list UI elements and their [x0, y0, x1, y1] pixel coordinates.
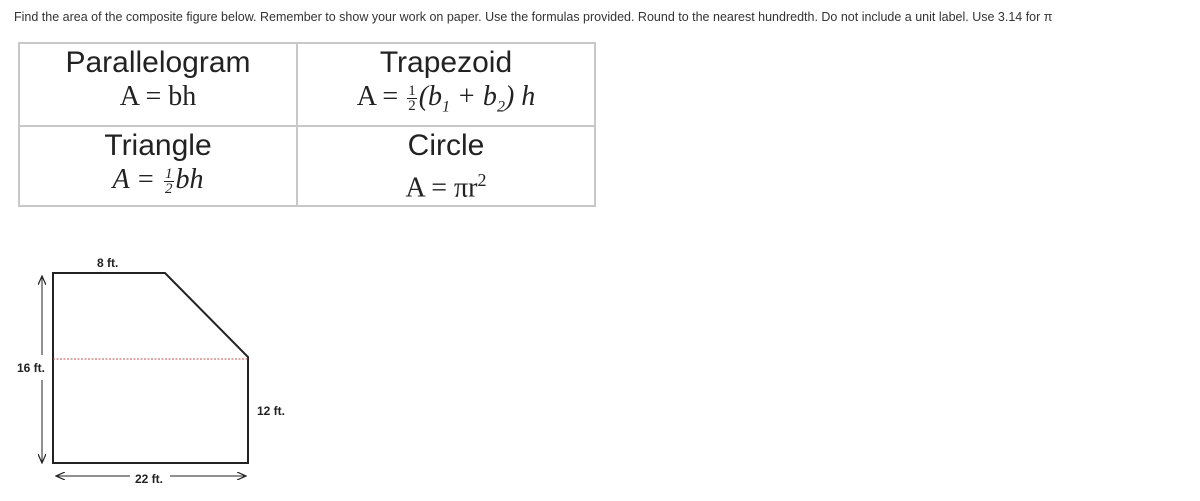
- trapezoid-cell: [297, 43, 595, 126]
- parallelogram-cell: [19, 43, 297, 126]
- formula-table: [18, 42, 596, 207]
- trapezoid-name: Trapezoid: [379, 46, 513, 79]
- trapezoid-frac-den: 2: [408, 98, 416, 115]
- composite-figure: [0, 240, 320, 501]
- trapezoid-prefix: A =: [356, 81, 406, 112]
- triangle-frac-num: 1: [165, 165, 173, 182]
- triangle-fraction: [164, 167, 174, 196]
- circle-name: Circle: [407, 128, 485, 162]
- triangle-frac-den: 2: [165, 180, 173, 197]
- trapezoid-fraction: [407, 84, 417, 113]
- trapezoid-formula: A = $\frac{1}{2}$ $(b_1 + b_2)$ h: [356, 81, 536, 116]
- right-dimension-label: 12 ft.: [257, 404, 286, 418]
- circle-formula: [298, 163, 594, 205]
- composite-shape: [53, 273, 248, 463]
- triangle-prefix: A =: [112, 163, 162, 195]
- instructions-text: Find the area of the composite figure below. Remember to show your work on paper. Use the formulas provided. Round to the nearest hundredth. Do not include a unit label. Use 3.14 for π: [14, 10, 1053, 24]
- top-dimension-label: 8 ft.: [97, 256, 119, 270]
- triangle-formula: [20, 163, 296, 197]
- parallelogram-formula: A = bh: [119, 81, 197, 112]
- triangle-name: Triangle: [104, 128, 212, 162]
- circle-formula-base: A = πr: [405, 171, 478, 203]
- trapezoid-frac-num: 1: [408, 83, 416, 100]
- left-dimension-label: 16 ft.: [17, 361, 46, 375]
- circle-exponent: 2: [477, 169, 487, 190]
- triangle-suffix: bh: [175, 163, 204, 195]
- circle-cell: [297, 126, 595, 206]
- triangle-cell: [19, 126, 297, 206]
- bottom-dimension-label: 22 ft.: [135, 472, 164, 486]
- parallelogram-name: Parallelogram: [65, 46, 251, 79]
